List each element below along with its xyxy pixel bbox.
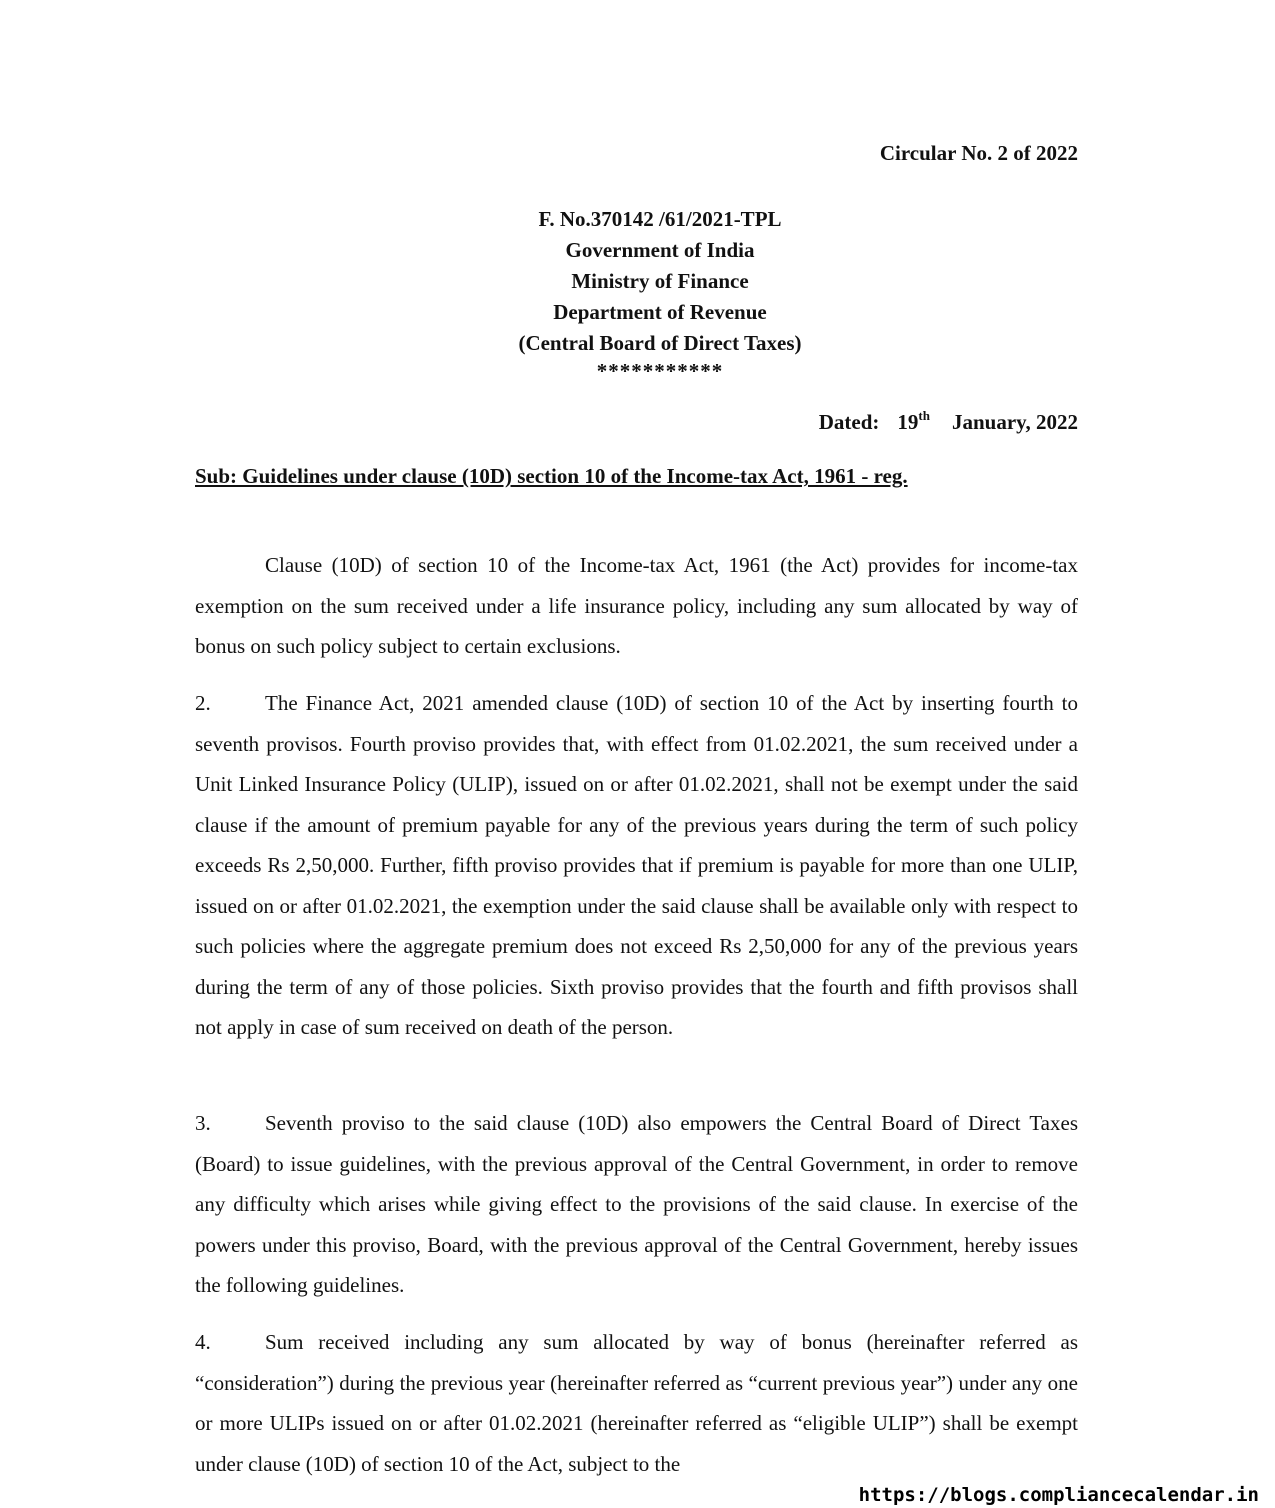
date-day-suffix: th — [918, 408, 930, 423]
date-day: 19 — [897, 410, 919, 434]
government-name: Government of India — [565, 238, 755, 262]
ministry-name: Ministry of Finance — [571, 269, 749, 293]
date-month-year: January, 2022 — [951, 410, 1078, 434]
board-name: (Central Board of Direct Taxes) — [518, 331, 802, 355]
paragraph-2 — [195, 683, 1078, 1048]
paragraph-text: Sum received including any sum allocated by way of bonus (hereinafter referred as “consideration”) during the previous year (hereinafter referred as “current previous year”) under any one or more ULIPs issued on or after 01.02.2021 (hereinafter referred as “eligible ULIP”) shall be exempt under clause (10D) of section 10 of the Act, subject to the — [195, 1330, 1078, 1476]
paragraph-number: 3. — [195, 1111, 211, 1135]
date-line — [819, 410, 1078, 435]
paragraph-4 — [195, 1322, 1078, 1484]
date-label: Dated: — [818, 410, 880, 434]
paragraph-text: The Finance Act, 2021 amended clause (10D) of section 10 of the Act by inserting fourth to seventh provisos. Fourth proviso provides that, with effect from 01.02.2021, the sum received under a Unit Linked Insurance Policy (ULIP), issued on or after 01.02.2021, shall not be exempt under the said clause if the amount of premium payable for any of the previous years during the term of such policy exceeds Rs 2,50,000. Further, fifth proviso provides that if premium is payable for more than one ULIP, issued on or after 01.02.2021, the exemption under the said clause shall be available only with respect to such policies where the aggregate premium does not exceed Rs 2,50,000 for any of the previous years during the term of any of those policies. Sixth proviso provides that the fourth and fifth provisos shall not apply in case of sum received on death of the person. — [195, 691, 1078, 1039]
paragraph-number: 4. — [195, 1330, 211, 1354]
separator-stars: *********** — [596, 359, 724, 383]
issuing-authority-block — [400, 204, 920, 383]
department-name: Department of Revenue — [553, 300, 767, 324]
source-watermark: https://blogs.compliancecalendar.in — [858, 1484, 1259, 1506]
file-number: F. No.370142 /61/2021-TPL — [538, 207, 782, 231]
paragraph-number: 2. — [195, 691, 211, 715]
paragraph-text: Seventh proviso to the said clause (10D) also empowers the Central Board of Direct Taxes (Board) to issue guidelines, with the previous approval of the Central Government, in order to remove any difficulty which arises while giving effect to the provisions of the said clause. In exercise of the powers under this proviso, Board, with the previous approval of the Central Government, hereby issues the following guidelines. — [195, 1111, 1078, 1297]
paragraph-text: Clause (10D) of section 10 of the Income-tax Act, 1961 (the Act) provides for income-tax exemption on the sum received under a life insurance policy, including any sum allocated by way of bonus on such policy subject to certain exclusions. — [195, 553, 1078, 658]
subject-line: Sub: Guidelines under clause (10D) section 10 of the Income-tax Act, 1961 - reg. — [195, 464, 908, 488]
paragraph-3 — [195, 1103, 1078, 1306]
paragraph-1 — [195, 545, 1078, 667]
circular-number: Circular No. 2 of 2022 — [879, 141, 1078, 165]
